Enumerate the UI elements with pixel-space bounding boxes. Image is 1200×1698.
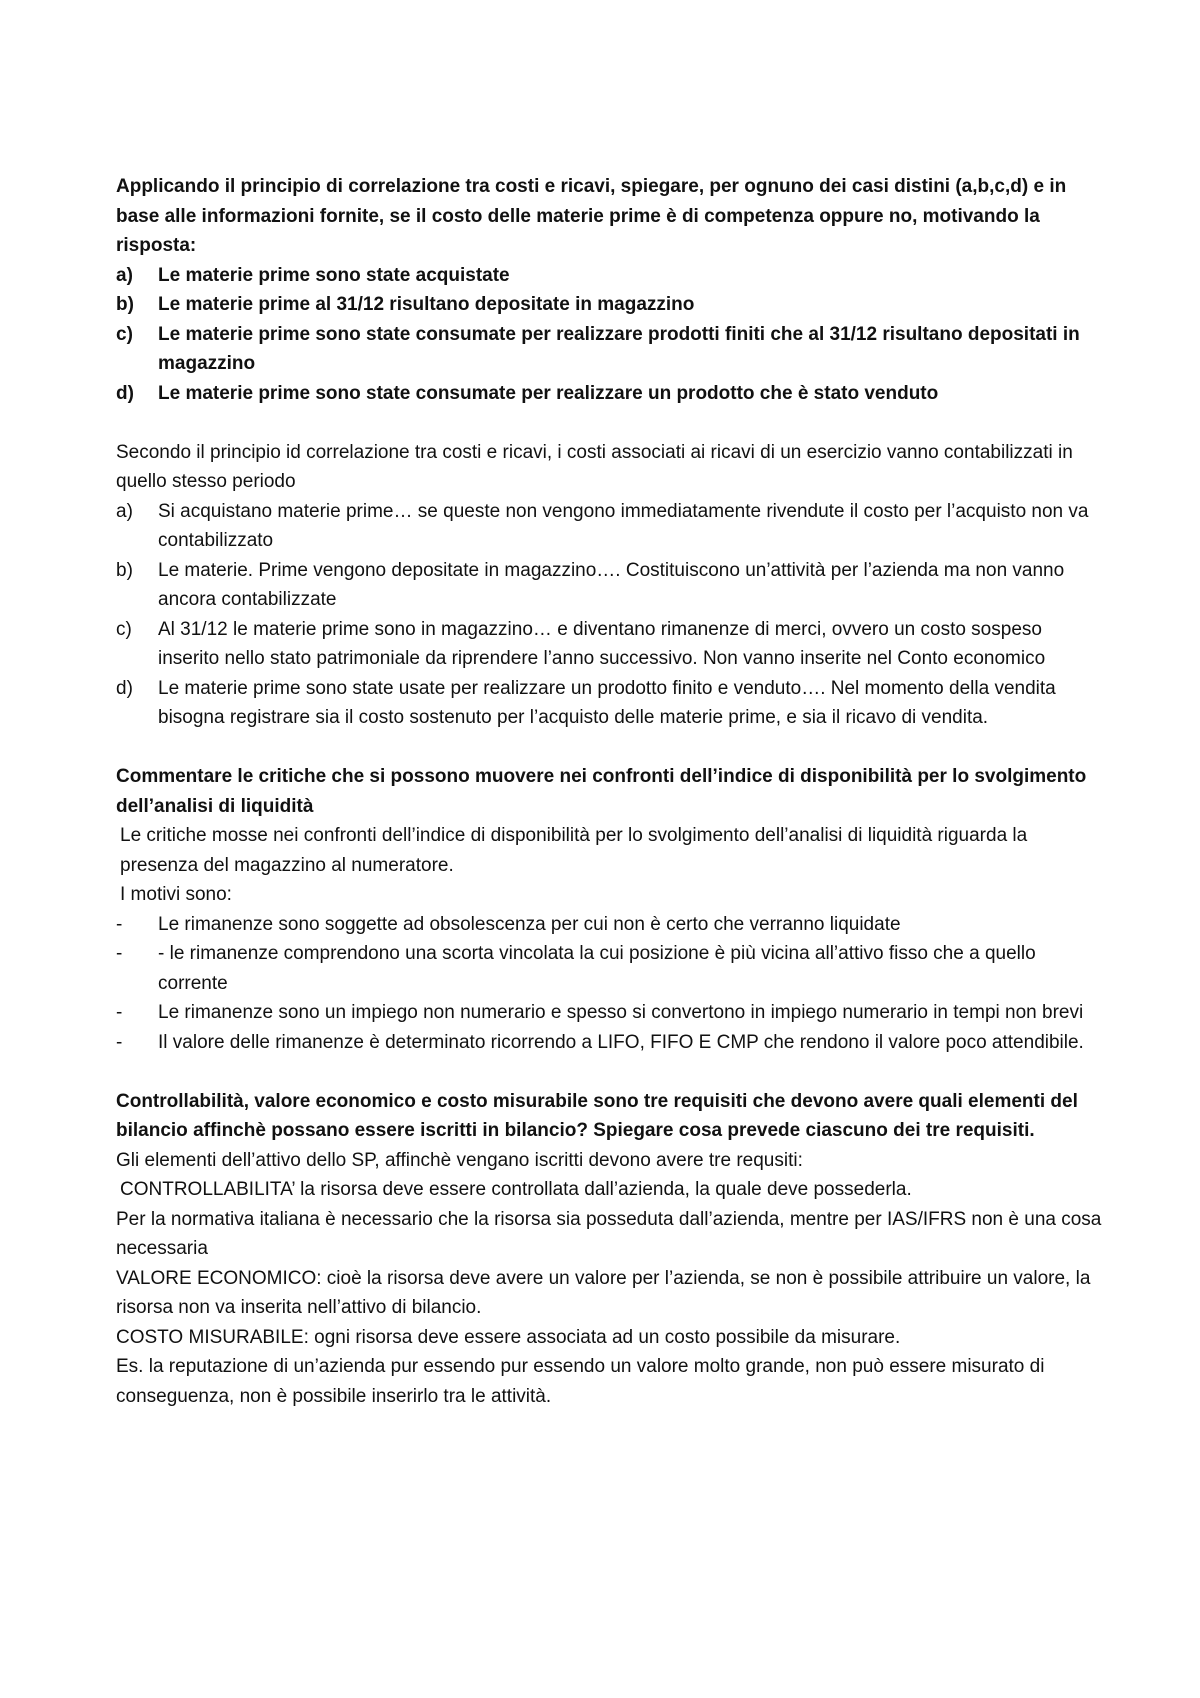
list-item-text: - le rimanenze comprendono una scorta vincolata la cui posizione è più vicina all’attivo fisso che a quello corrente [158,943,1036,994]
list-marker: b) [116,559,133,581]
list-item [116,261,1106,291]
list-marker: a) [116,264,133,286]
list-marker: - [116,913,123,935]
list-marker: c) [116,323,133,345]
list-item [116,1028,1106,1058]
question-2: Commentare le critiche che si possono muovere nei confronti dell’indice di disponibilità per lo svolgimento dell’analisi di liquidità [116,766,1087,817]
list-item-text: Al 31/12 le materie prime sono in magazzino… e diventano rimanenze di merci, ovvero un costo sospeso inserito nello stato patrimoniale da riprendere l’anno successivo. Non vanno inserite nel Conto economico [158,618,1046,669]
answer-2-text: Le critiche mosse nei confronti dell’indice di disponibilità per lo svolgimento dell’analisi di liquidità riguarda la presenza del magazzino al numeratore. [120,825,1028,876]
answer-2-motivi-label: I motivi sono: [120,884,232,905]
answer-3-line: Per la normativa italiana è necessario che la risorsa sia posseduta dall’azienda, mentre per IAS/IFRS non è una cosa necessaria [116,1208,1102,1259]
list-item-text: Le rimanenze sono un impiego non numerario e spesso si convertono in impiego numerario in tempi non brevi [158,1002,1084,1023]
question-1-cases [116,261,1106,409]
spacer [116,733,1106,763]
question-3: Controllabilità, valore economico e costo misurabile sono tre requisiti che devono avere quali elementi del bilancio affinchè possano essere iscritti in bilancio? Spiegare cosa prevede ciascuno dei tre requisiti. [116,1090,1078,1141]
list-item [116,939,1106,998]
list-marker: b) [116,294,134,315]
list-marker: c) [116,618,132,640]
question-1: Applicando il principio di correlazione tra costi e ricavi, spiegare, per ognuno dei casi distini (a,b,c,d) e in base alle informazioni fornite, se il costo delle materie prime è di competenza oppure no, motivando la risposta: [116,176,1067,256]
answer-1-cases [116,497,1106,733]
list-item-text: Le materie. Prime vengono depositate in magazzino…. Costituiscono un’attività per l’azienda ma non vanno ancora contabilizzate [158,559,1065,610]
list-item [116,556,1106,615]
document-content [116,172,1106,1411]
answer-2-motivi [116,910,1106,1058]
answer-3-line: CONTROLLABILITA’ la risorsa deve essere controllata dall’azienda, la quale deve possederla. [120,1179,912,1200]
list-marker: - [116,943,123,964]
list-item [116,998,1106,1028]
list-marker: - [116,1002,123,1023]
list-marker: d) [116,677,133,699]
list-item [116,290,1106,320]
spacer [116,408,1106,438]
list-marker: - [116,1031,123,1053]
list-item-text: Il valore delle rimanenze è determinato ricorrendo a LIFO, FIFO E CMP che rendono il valore poco attendibile. [158,1031,1084,1053]
answer-3-line: COSTO MISURABILE: ogni risorsa deve essere associata ad un costo possibile da misurare. [116,1326,901,1348]
answer-3-line: Gli elementi dell’attivo dello SP, affinchè vengano iscritti devono avere tre requsiti: [116,1149,803,1171]
list-item-text: Le materie prime al 31/12 risultano depositate in magazzino [158,294,695,315]
spacer [116,1057,1106,1087]
list-item-text: Le rimanenze sono soggette ad obsolescenza per cui non è certo che verranno liquidate [158,913,901,935]
list-item-text: Le materie prime sono state consumate per realizzare un prodotto che è stato venduto [158,382,939,404]
list-item [116,379,1106,409]
list-marker: d) [116,382,134,404]
answer-3-line: VALORE ECONOMICO: cioè la risorsa deve avere un valore per l’azienda, se non è possibile attribuire un valore, la risorsa non va inserita nell’attivo di bilancio. [116,1267,1091,1318]
list-item [116,910,1106,940]
answer-1-intro: Secondo il principio id correlazione tra costi e ricavi, i costi associati ai ricavi di un esercizio vanno contabilizzati in quello stesso periodo [116,441,1073,492]
list-item [116,674,1106,733]
list-item-text: Le materie prime sono state usate per realizzare un prodotto finito e venduto…. Nel momento della vendita bisogna registrare sia il costo sostenuto per l’acquisto delle materie prime, e sia il ricavo di vendita. [158,677,1056,728]
list-item [116,320,1106,379]
list-item-text: Le materie prime sono state consumate per realizzare prodotti finiti che al 31/12 risultano depositati in magazzino [158,323,1080,374]
list-item [116,615,1106,674]
list-item-text: Le materie prime sono state acquistate [158,264,510,286]
list-item-text: Si acquistano materie prime… se queste non vengono immediatamente rivendute il costo per l’acquisto non va contabilizzato [158,500,1089,551]
list-item [116,497,1106,556]
list-marker: a) [116,500,133,522]
answer-3-line: Es. la reputazione di un’azienda pur essendo pur essendo un valore molto grande, non può essere misurato di conseguenza, non è possibile inserirlo tra le attività. [116,1356,1045,1407]
